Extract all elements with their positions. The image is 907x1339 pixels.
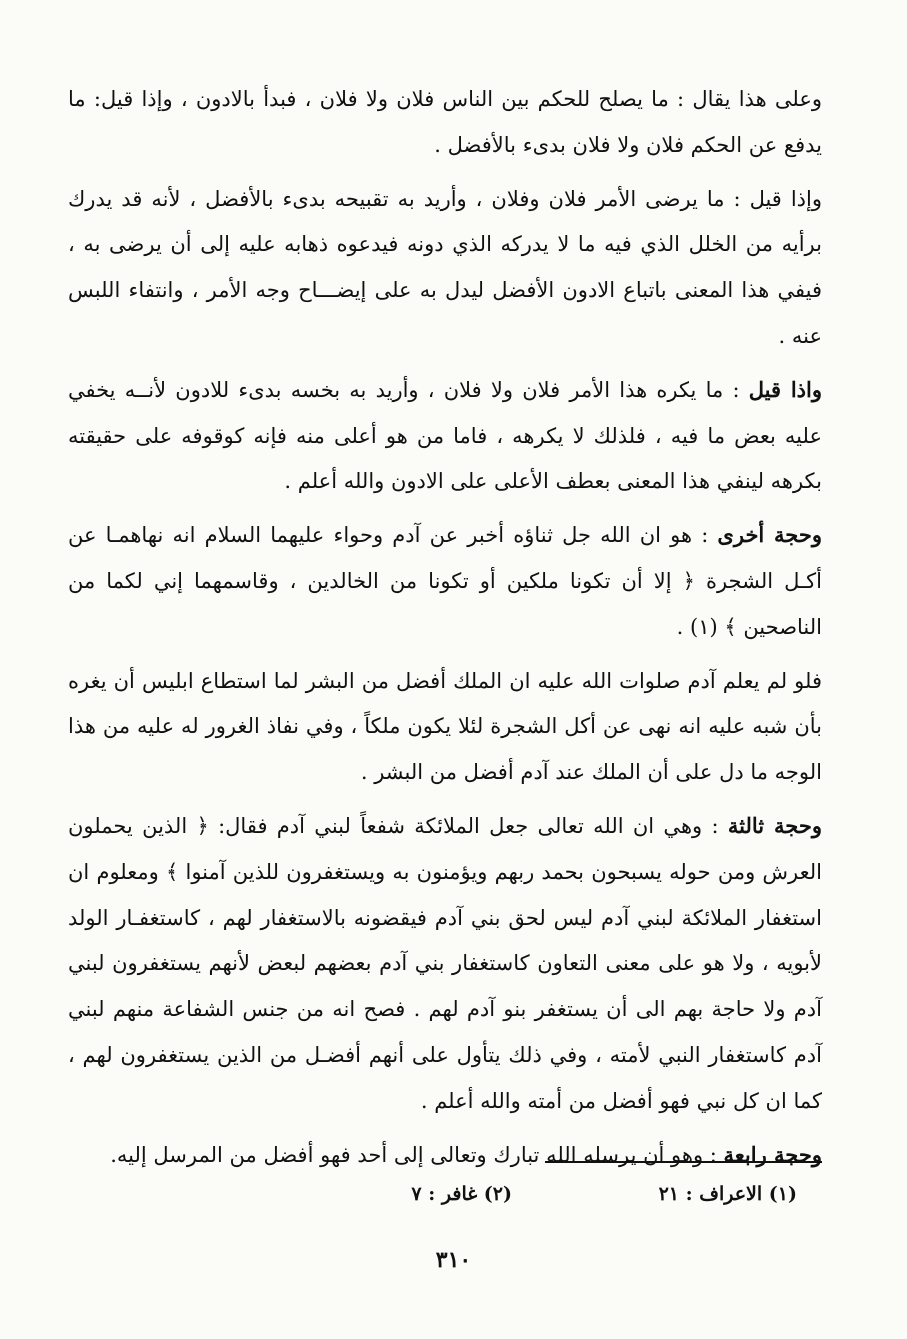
- paragraph-5: [68, 658, 822, 796]
- paragraph-lead: واذا قيل: [748, 376, 822, 402]
- footnote-divider: [545, 1161, 822, 1163]
- paragraph-4: [68, 512, 822, 650]
- paragraph-body: فلو لم يعلم آدم صلوات الله عليه ان الملك أفضل من البشر لما استطاع ابليس أن يغره بأن شبه عليه انه نهى عن أكل الشجرة لئلا يكون ملكاً ، وفي نفاذ الغرور له عليه من هذا الوجه ما دل على أن الملك عند آدم أفضل من البشر .: [68, 668, 822, 785]
- paragraph-3: [68, 367, 822, 505]
- paragraph-body: وإذا قيل : ما يرضى الأمر فلان وفلان ، وأريد به تقبيحه بدىء بالأفضل ، لأنه قد يدرك برأيه من الخلل الذي فيه ما لا يدركه الذي دونه فيدعوه ذهابه عليه إلى أن يرضى به ، فيفي هذا المعنى باتباع الادون الأفضل ليدل به على إيضـــاح وجه الأمر ، وانتفاء اللبس عنه .: [68, 186, 822, 348]
- paragraph-body: : ما يكره هذا الأمر فلان ولا فلان ، وأريد به بخسه بدىء للادون لأنــه يخفي عليه بعض ما فيه ، فلذلك لا يكرهه ، فاما من هو أعلى منه فإنه كوقوفه على حقيقته بكرهه لينفي هذا المعنى بعطف الأعلى على الادون والله أعلم .: [68, 377, 822, 494]
- paragraph-6: [68, 803, 822, 1125]
- footnote-2: (٢) غافر : ٧: [411, 1183, 512, 1205]
- paragraph-body: : وهو أن يرسله الله تبارك وتعالى إلى أحد فهو أفضل من المرسل إليه.: [110, 1142, 724, 1167]
- paragraph-body: وعلى هذا يقال : ما يصلح للحكم بين الناس فلان ولا فلان ، فبدأ بالادون ، وإذا قيل: ما يدفع عن الحكم فلان ولا فلان بدىء بالأفضل .: [68, 87, 822, 157]
- paragraph-lead: وحجة أخرى: [717, 522, 822, 548]
- main-text: [68, 76, 822, 1178]
- paragraph-2: [68, 176, 822, 360]
- paragraph-1: [68, 76, 822, 169]
- paragraph-body: : وهي ان الله تعالى جعل الملائكة شفعاً لبني آدم فقال: ﴿ الذين يحملون العرش ومن حوله يسبحون بحمد ربهم ويؤمنون به ويستغفرون للذين آمنوا ﴾ ومعلوم ان استغفار الملائكة لبني آدم ليس لحق بني آدم فيقضونه بالاستغفار لهم ، كاستغفـار الولد لأبويه ، ولا هو على معنى التعاون كاستغفار بني آدم بعضهم لبعض لأنهم يستغفرون لبني آدم ولا حاجة بهم الى أن يستغفر بنو آدم لهم . فصح انه من جنس الشفاعة منهم لبني آدم كاستغفار النبي لأمته ، وفي ذلك يتأول على أنهم أفضـل من الذين يستغفرون لهم ، كما ان كل نبي فهو أفضل من أمته والله أعلم .: [68, 813, 822, 1113]
- paragraph-body: : هو ان الله جل ثناؤه أخبر عن آدم وحواء عليهما السلام انه نهاهمـا عن أكـل الشجرة ﴿ إلا أن تكونا ملكين أو تكونا من الخالدين ، وقاسمهما إني لكما من الناصحين ﴾ (١) .: [68, 523, 822, 639]
- footnote-1: (١) الاعراف : ٢١: [658, 1183, 797, 1205]
- paragraph-lead: وحجة رابعة: [723, 1141, 822, 1167]
- paragraph-lead: وحجة ثالثة: [727, 812, 822, 838]
- page-number: ٣١٠: [435, 1247, 472, 1273]
- paragraph-7: [68, 1132, 822, 1179]
